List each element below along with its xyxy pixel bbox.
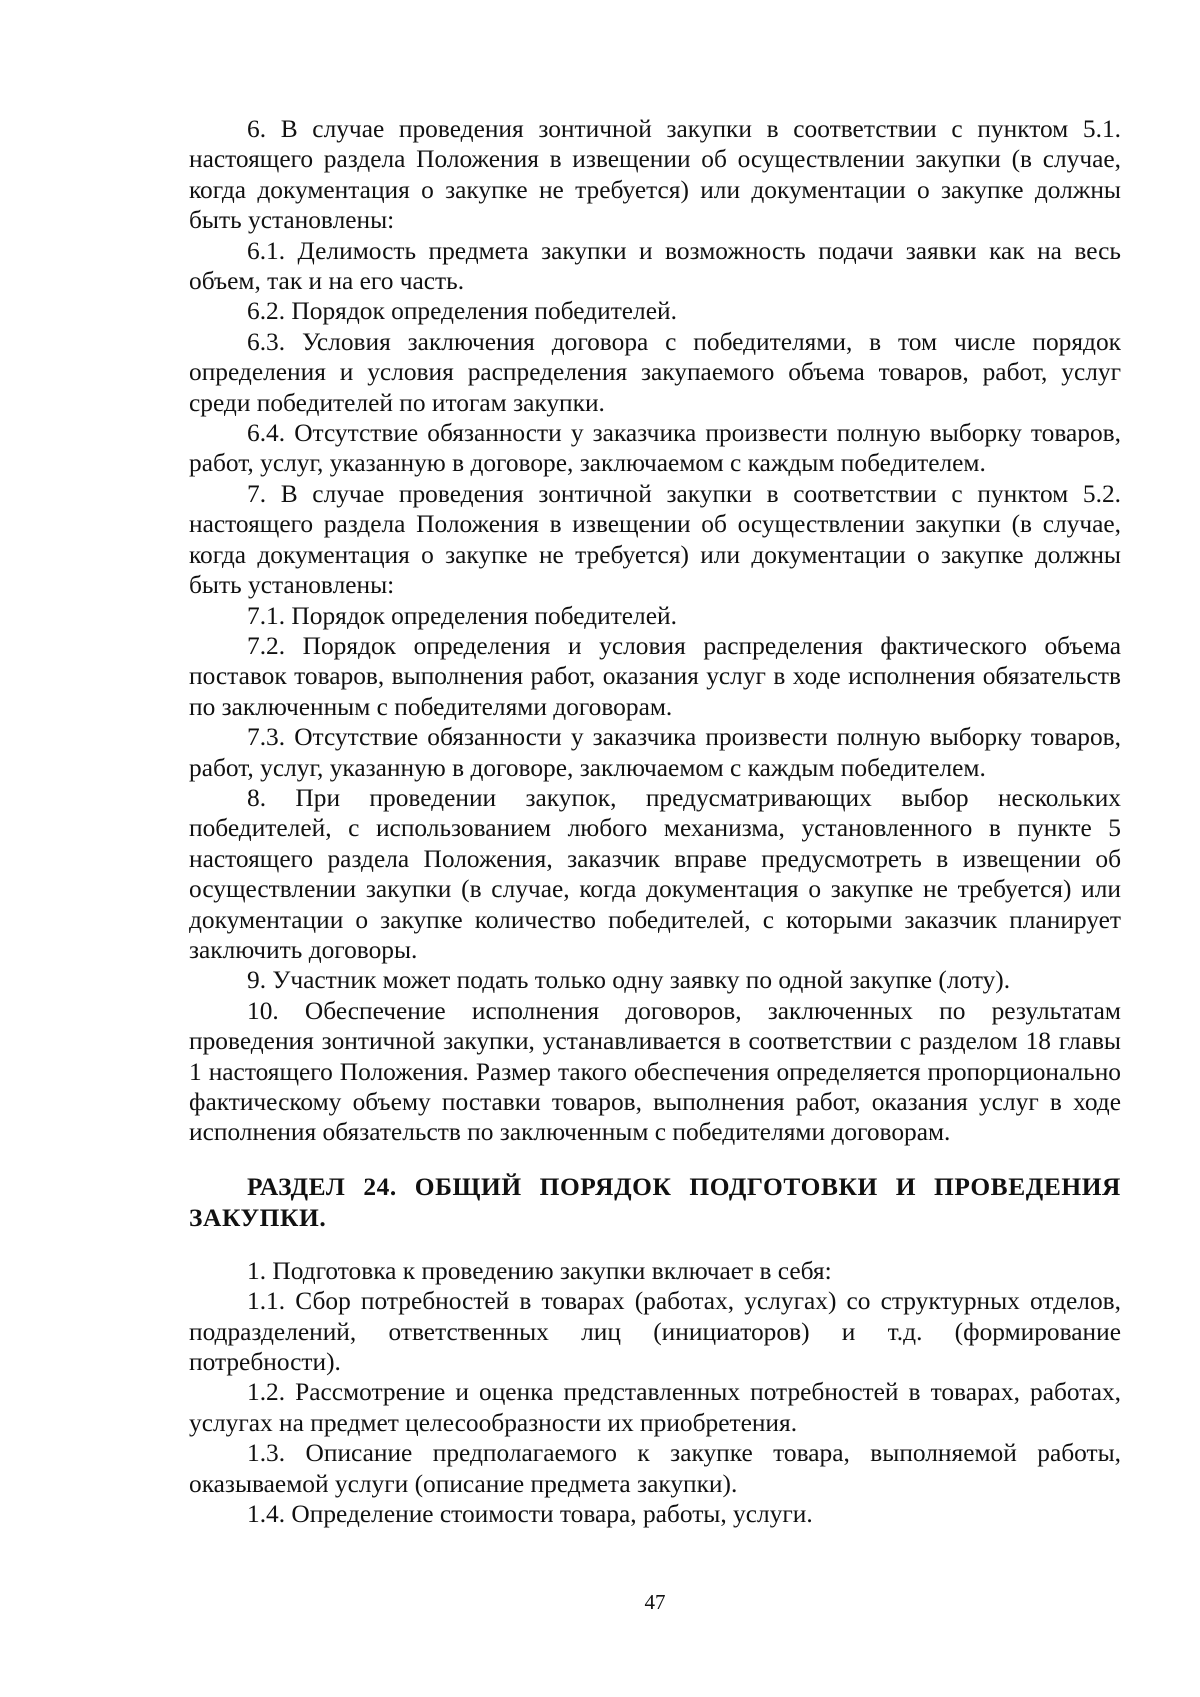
paragraph-7-2: 7.2. Порядок определения и условия распределения фактического объема поставок товаров, выполнения работ, оказания услуг в ходе исполнения обязательств по заключенным с победителями договорам. <box>189 631 1121 721</box>
paragraph-7-1: 7.1. Порядок определения победителей. <box>247 601 677 630</box>
paragraph-1: 1. Подготовка к проведению закупки включает в себя: <box>247 1256 832 1285</box>
paragraph-6-1: 6.1. Делимость предмета закупки и возможность подачи заявки как на весь объем, так и на его часть. <box>189 236 1121 296</box>
paragraph-6-4: 6.4. Отсутствие обязанности у заказчика произвести полную выборку товаров, работ, услуг, указанную в договоре, заключаемом с каждым победителем. <box>189 419 1121 478</box>
document-page <box>189 114 1121 1529</box>
paragraph-8: 8. При проведении закупок, предусматривающих выбор нескольких победителей, с использованием любого механизма, установленного в пункте 5 настоящего раздела Положения, заказчик вправе предусмотреть в извещении об осуществлении закупки (в случае, когда документация о закупке не требуется) или документации о закупке количество победителей, с которыми заказчик планирует заключить договоры. <box>189 783 1121 964</box>
section-spacer <box>189 1234 1121 1256</box>
section-heading: РАЗДЕЛ 24. ОБЩИЙ ПОРЯДОК ПОДГОТОВКИ И ПРОВЕДЕНИЯ ЗАКУПКИ. <box>189 1172 1121 1232</box>
paragraph-1-4: 1.4. Определение стоимости товара, работы, услуги. <box>247 1500 813 1529</box>
paragraph-10: 10. Обеспечение исполнения договоров, заключенных по результатам проведения зонтичной закупки, устанавливается в соответствии с разделом 18 главы 1 настоящего Положения. Размер такого обеспечения определяется пропорционально фактическому объему поставки товаров, выполнения работ, оказания услуг в ходе исполнения обязательств по заключенным с победителями договорам. <box>189 996 1121 1147</box>
paragraph-7-3: 7.3. Отсутствие обязанности у заказчика произвести полную выборку товаров, работ, услуг, указанную в договоре, заключаемом с каждым победителем. <box>189 723 1121 782</box>
page-number: 47 <box>644 1590 666 1614</box>
paragraph-9: 9. Участник может подать только одну заявку по одной закупке (лоту). <box>247 966 1011 995</box>
paragraph-6: 6. В случае проведения зонтичной закупки в соответствии с пунктом 5.1. настоящего раздела Положения в извещении об осуществлении закупки (в случае, когда документация о закупке не требуется) или документации о закупке должны быть установлены: <box>189 115 1121 235</box>
paragraph-1-3: 1.3. Описание предполагаемого к закупке товара, выполняемой работы, оказываемой услуги (описание предмета закупки). <box>189 1439 1121 1498</box>
paragraph-1-1: 1.1. Сбор потребностей в товарах (работах, услугах) со структурных отделов, подразделений, ответственных лиц (инициаторов) и т.д. (формирование потребности). <box>189 1287 1121 1377</box>
paragraph-6-2: 6.2. Порядок определения победителей. <box>247 297 677 326</box>
paragraph-7: 7. В случае проведения зонтичной закупки в соответствии с пунктом 5.2. настоящего раздела Положения в извещении об осуществлении закупки (в случае, когда документация о закупке не требуется) или документации о закупке должны быть установлены: <box>189 479 1121 600</box>
paragraph-6-3: 6.3. Условия заключения договора с победителями, в том числе порядок определения и условия распределения закупаемого объема товаров, работ, услуг среди победителей по итогам закупки. <box>189 327 1121 417</box>
paragraph-1-2: 1.2. Рассмотрение и оценка представленных потребностей в товарах, работах, услугах на предмет целесообразности их приобретения. <box>189 1378 1121 1437</box>
